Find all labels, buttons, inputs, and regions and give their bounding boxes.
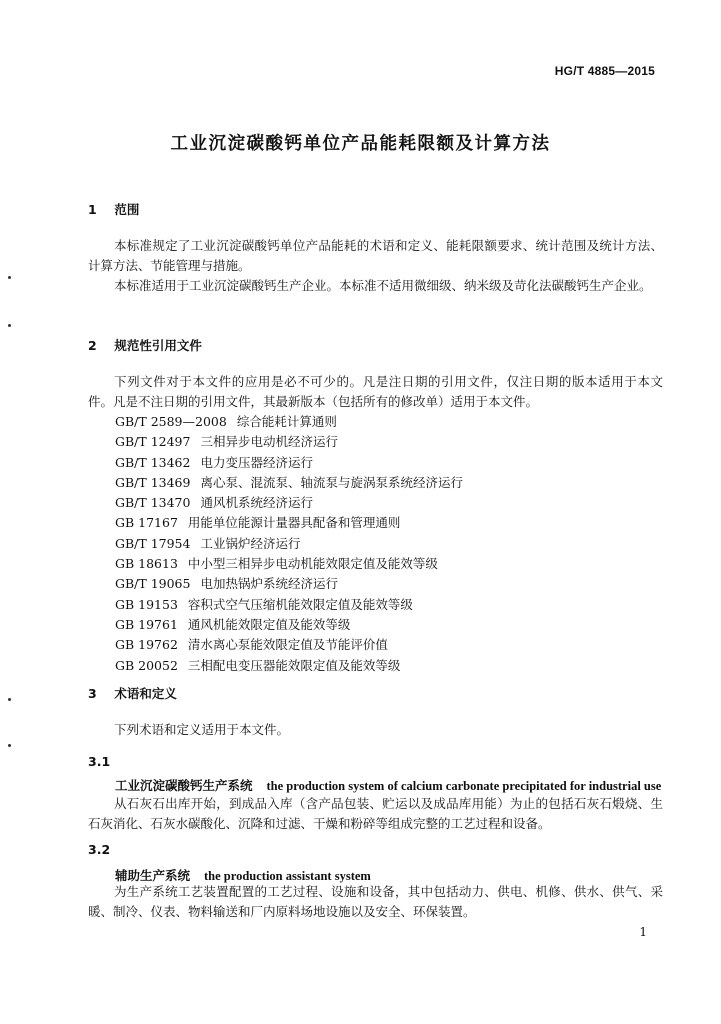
clause-3-1-number: 3.1: [88, 754, 111, 769]
reference-code: GB/T 17954: [115, 535, 191, 551]
document-title: 工业沉淀碳酸钙单位产品能耗限额及计算方法: [170, 134, 551, 154]
reference-item: [115, 595, 463, 615]
section-2-intro: 下列文件对于本文件的应用是必不可少的。凡是注日期的引用文件，仅注日期的版本适用于本文件。凡是不注日期的引用文件，其最新版本（包括所有的修改单）适用于本文件。: [88, 374, 663, 409]
section-number: 3: [88, 686, 97, 701]
reference-name: 通风机系统经济运行: [200, 495, 313, 511]
reference-name: 工业锅炉经济运行: [200, 535, 301, 551]
reference-name: 电加热锅炉系统经济运行: [200, 576, 338, 592]
reference-item: [115, 574, 463, 594]
reference-code: GB 18613: [115, 556, 178, 572]
term-english: the production system of calcium carbonate precipitated for industrial use: [266, 779, 662, 793]
reference-name: 三相异步电动机经济运行: [200, 434, 338, 450]
section-number: 2: [88, 338, 97, 353]
section-3-heading: [88, 684, 177, 702]
section-number: 1: [88, 202, 97, 217]
reference-item: [115, 493, 463, 513]
reference-code: GB 20052: [115, 657, 178, 673]
term-chinese: 工业沉淀碳酸钙生产系统: [115, 778, 253, 793]
reference-name: 用能单位能源计量器具配备和管理通则: [187, 515, 401, 531]
reference-item: [115, 473, 463, 493]
reference-code: GB/T 13469: [115, 474, 191, 490]
section-1-paragraph-1: 本标准规定了工业沉淀碳酸钙单位产品能耗的术语和定义、能耗限额要求、统计范围及统计方法、计算方法、节能管理与措施。: [88, 238, 663, 273]
reference-item: [115, 656, 463, 676]
reference-item: [115, 534, 463, 554]
reference-item: [115, 412, 463, 432]
reference-item: [115, 554, 463, 574]
section-2-heading: [88, 336, 202, 354]
reference-code: GB/T 13462: [115, 454, 191, 470]
page-number: 1: [639, 925, 647, 939]
reference-item: [115, 615, 463, 635]
term-3-1-definition: 从石灰石出库开始，到成品入库（含产品包装、贮运以及成品库用能）为止的包括石灰石煅烧、生石灰消化、石灰水碳酸化、沉降和过滤、干燥和粉碎等组成完整的工艺过程和设备。: [88, 796, 663, 831]
reference-name: 三相配电变压器能效限定值及能效等级: [187, 657, 401, 673]
reference-item: [115, 513, 463, 533]
reference-code: GB/T 19065: [115, 576, 191, 592]
clause-3-2-number: 3.2: [88, 842, 111, 857]
section-1-heading: [88, 200, 139, 218]
section-3-intro: 下列术语和定义适用于本文件。: [114, 722, 290, 737]
scan-speck: [8, 744, 11, 747]
scan-speck: [8, 276, 11, 279]
reference-code: GB 19153: [115, 596, 178, 612]
reference-item: [115, 635, 463, 655]
section-1-paragraph-2: 本标准适用于工业沉淀碳酸钙生产企业。本标准不适用微细级、纳米级及苛化法碳酸钙生产企业。: [114, 278, 652, 293]
reference-item: [115, 453, 463, 473]
section-title: 术语和定义: [114, 686, 177, 701]
section-title: 规范性引用文件: [114, 338, 202, 353]
reference-code: GB 17167: [115, 515, 178, 531]
scan-speck: [8, 698, 11, 701]
scan-speck: [8, 324, 11, 327]
reference-code: GB 19761: [115, 616, 178, 632]
reference-code: GB/T 12497: [115, 434, 191, 450]
reference-code: GB 19762: [115, 637, 178, 653]
reference-code: GB/T 13470: [115, 495, 191, 511]
reference-name: 离心泵、混流泵、轴流泵与旋涡泵系统经济运行: [200, 474, 463, 490]
reference-name: 电力变压器经济运行: [200, 454, 313, 470]
reference-item: [115, 432, 463, 452]
term-english: the production assistant system: [204, 869, 371, 883]
standard-code: HG/T 4885—2015: [554, 64, 655, 78]
term-3-1-heading: [115, 776, 661, 794]
reference-name: 通风机能效限定值及能效等级: [187, 616, 351, 632]
reference-name: 容积式空气压缩机能效限定值及能效等级: [187, 596, 413, 612]
reference-name: 清水离心泵能效限定值及节能评价值: [187, 637, 388, 653]
section-title: 范围: [114, 202, 140, 217]
reference-name: 中小型三相异步电动机能效限定值及能效等级: [187, 556, 438, 572]
term-chinese: 辅助生产系统: [115, 868, 191, 883]
normative-reference-list: [115, 412, 463, 676]
term-3-2-definition: 为生产系统工艺装置配置的工艺过程、设施和设备，其中包括动力、供电、机修、供水、供气、采暖、制冷、仪表、物料输送和厂内原料场地设施以及安全、环保装置。: [88, 884, 663, 919]
reference-code: GB/T 2589—2008: [115, 414, 227, 429]
reference-name: 综合能耗计算通则: [236, 414, 337, 429]
